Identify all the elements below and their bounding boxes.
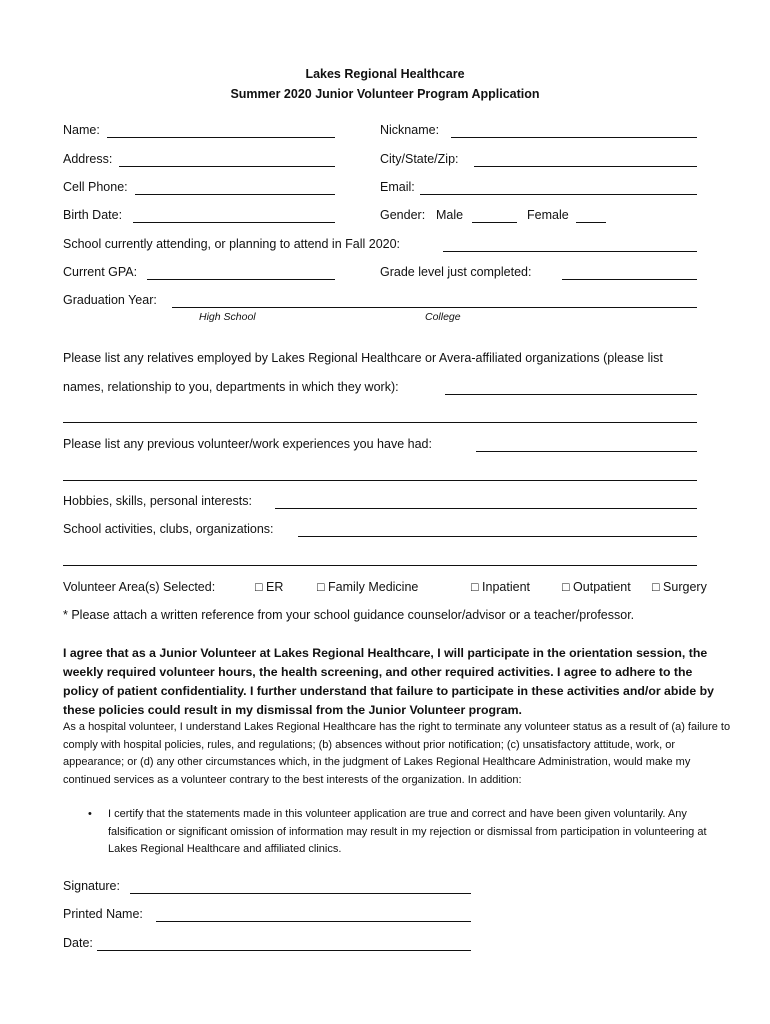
er-option[interactable] bbox=[255, 580, 283, 595]
outpatient-option-label: Outpatient bbox=[573, 580, 631, 594]
signature-underline bbox=[130, 893, 471, 894]
date-underline bbox=[97, 950, 471, 951]
inpatient-checkbox-icon[interactable]: □ bbox=[471, 580, 479, 594]
college-caption: College bbox=[425, 311, 461, 323]
certification-bullet: I certify that the statements made in this volunteer application are true and correct and have been given voluntarily. Any falsification or significant omission of information may result in my rejection or dismissal from participation in volunteering at Lakes Regional Healthcare and affiliated clinics. bbox=[108, 808, 707, 855]
relatives-underline-2 bbox=[63, 422, 697, 423]
grade-level-label: Grade level just completed: bbox=[380, 265, 532, 279]
activities-question: School activities, clubs, organizations: bbox=[63, 522, 274, 536]
inpatient-option-label: Inpatient bbox=[482, 580, 531, 594]
family-medicine-checkbox-icon[interactable]: □ bbox=[317, 580, 325, 594]
activities-underline-2 bbox=[63, 565, 697, 566]
grade-level-field[interactable] bbox=[562, 264, 697, 279]
date-field[interactable] bbox=[97, 935, 471, 950]
experience-underline bbox=[476, 451, 697, 452]
address-label: Address: bbox=[63, 152, 113, 166]
reference-note: * Please attach a written reference from your school guidance counselor/advisor or a teacher/professor. bbox=[63, 608, 635, 622]
activities-field[interactable] bbox=[298, 521, 697, 536]
school-underline bbox=[443, 251, 697, 252]
gpa-field[interactable] bbox=[147, 264, 335, 279]
signature-field[interactable] bbox=[130, 878, 471, 893]
inpatient-option[interactable] bbox=[471, 580, 530, 595]
graduation-year-field[interactable] bbox=[172, 292, 697, 307]
city-state-zip-underline bbox=[474, 166, 697, 167]
gender-label: Gender: bbox=[380, 208, 426, 222]
experience-underline-2 bbox=[63, 480, 697, 481]
relatives-question-line2: names, relationship to you, departments in which they work): bbox=[63, 380, 399, 394]
school-label: School currently attending, or planning to attend in Fall 2020: bbox=[63, 237, 401, 251]
graduation-year-label: Graduation Year: bbox=[63, 293, 157, 307]
relatives-question-line1: Please list any relatives employed by Lakes Regional Healthcare or Avera-affiliated organizations (please list bbox=[63, 351, 663, 365]
outpatient-option[interactable] bbox=[562, 580, 631, 595]
experience-field[interactable] bbox=[476, 436, 697, 451]
cell-phone-underline bbox=[135, 194, 335, 195]
city-state-zip-label: City/State/Zip: bbox=[380, 152, 459, 166]
name-underline bbox=[107, 137, 335, 138]
gpa-underline bbox=[147, 279, 335, 280]
school-field[interactable] bbox=[443, 236, 697, 251]
surgery-checkbox-icon[interactable]: □ bbox=[652, 580, 660, 594]
email-field[interactable] bbox=[420, 179, 697, 194]
gender-male-field[interactable] bbox=[472, 207, 517, 222]
surgery-option-label: Surgery bbox=[663, 580, 707, 594]
experience-field-2[interactable] bbox=[63, 465, 697, 480]
terms-paragraph: As a hospital volunteer, I understand Lakes Regional Healthcare has the right to terminate any volunteer status as a result of (a) failure to comply with hospital policies, rules, and regulations; (b) absences without prior notification; (c) unsatisfactory attitude, work, or appearance; or (d) any other circumstances which, in the judgment of Lakes Regional Healthcare Administration, would make my continued services as a volunteer contrary to the best interests of the organization. In addition: bbox=[63, 721, 731, 786]
gender-female-field[interactable] bbox=[576, 207, 606, 222]
cell-phone-field[interactable] bbox=[135, 179, 335, 194]
hobbies-question: Hobbies, skills, personal interests: bbox=[63, 494, 252, 508]
organization-name: Lakes Regional Healthcare bbox=[305, 67, 465, 81]
gender-male-label: Male bbox=[436, 208, 464, 222]
er-checkbox-icon[interactable]: □ bbox=[255, 580, 263, 594]
printed-name-underline bbox=[156, 921, 471, 922]
signature-label: Signature: bbox=[63, 879, 120, 893]
activities-field-2[interactable] bbox=[63, 550, 697, 565]
name-label: Name: bbox=[63, 123, 100, 137]
nickname-underline bbox=[451, 137, 697, 138]
form-title: Summer 2020 Junior Volunteer Program Application bbox=[230, 87, 540, 101]
name-field[interactable] bbox=[107, 122, 335, 137]
bullet-icon: • bbox=[88, 808, 92, 820]
email-label: Email: bbox=[380, 180, 415, 194]
hobbies-field[interactable] bbox=[275, 493, 697, 508]
gender-female-label: Female bbox=[527, 208, 569, 222]
family-medicine-option-label: Family Medicine bbox=[328, 580, 419, 594]
outpatient-checkbox-icon[interactable]: □ bbox=[562, 580, 570, 594]
city-state-zip-field[interactable] bbox=[474, 151, 697, 166]
printed-name-field[interactable] bbox=[156, 906, 471, 921]
agreement-statement: I agree that as a Junior Volunteer at Lakes Regional Healthcare, I will participate in the orientation session, the weekly required volunteer hours, the health screening, and other required activities. I agree to adhere to the policy of patient confidentiality. I further understand that failure to participate in these activities and/or abide by these policies could result in my dismissal from the Junior Volunteer program. bbox=[63, 646, 714, 717]
birth-date-underline bbox=[133, 222, 335, 223]
experience-question: Please list any previous volunteer/work experiences you have had: bbox=[63, 437, 432, 451]
grade-level-underline bbox=[562, 279, 697, 280]
surgery-option[interactable] bbox=[652, 580, 707, 595]
relatives-field-2[interactable] bbox=[63, 407, 697, 422]
email-underline bbox=[420, 194, 697, 195]
address-underline bbox=[119, 166, 335, 167]
date-label: Date: bbox=[63, 936, 93, 950]
activities-underline bbox=[298, 536, 697, 537]
nickname-label: Nickname: bbox=[380, 123, 440, 137]
printed-name-label: Printed Name: bbox=[63, 907, 143, 921]
relatives-field[interactable] bbox=[445, 379, 697, 394]
gender-male-underline bbox=[472, 222, 517, 223]
nickname-field[interactable] bbox=[451, 122, 697, 137]
cell-phone-label: Cell Phone: bbox=[63, 180, 128, 194]
high-school-caption: High School bbox=[199, 311, 256, 323]
address-field[interactable] bbox=[119, 151, 335, 166]
relatives-underline bbox=[445, 394, 697, 395]
birth-date-field[interactable] bbox=[133, 207, 335, 222]
gpa-label: Current GPA: bbox=[63, 265, 138, 279]
volunteer-areas-label: Volunteer Area(s) Selected: bbox=[63, 580, 216, 594]
gender-female-underline bbox=[576, 222, 606, 223]
family-medicine-option[interactable] bbox=[317, 580, 418, 595]
hobbies-underline bbox=[275, 508, 697, 509]
birth-date-label: Birth Date: bbox=[63, 208, 123, 222]
graduation-year-underline bbox=[172, 307, 697, 308]
er-option-label: ER bbox=[266, 580, 284, 594]
